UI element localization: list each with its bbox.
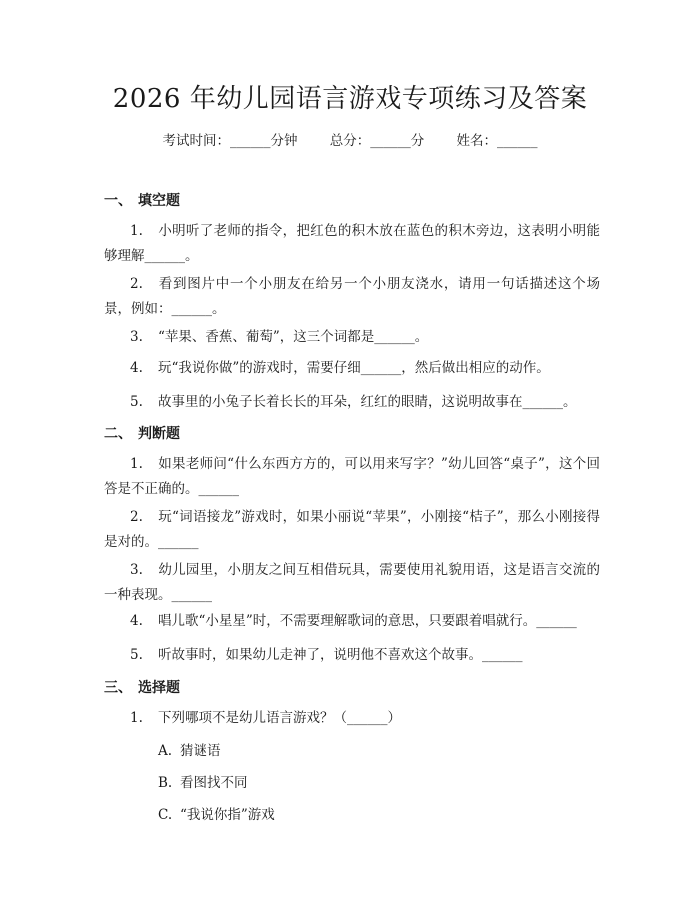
question-number: 3. [130, 329, 143, 345]
exam-time-field: 考试时间：______分钟 [162, 133, 298, 149]
question-text: 唱儿歌“小星星”时，不需要理解歌词的意思，只要跟着唱就行。______ [158, 613, 577, 629]
exam-name-field: 姓名：______ [456, 133, 538, 149]
question-text: 下列哪项不是幼儿语言游戏？（______） [158, 710, 401, 726]
question-item [104, 219, 600, 269]
question-text: “苹果、香蕉、葡萄”，这三个词都是______。 [158, 329, 429, 345]
exam-info-line [0, 132, 700, 150]
option-letter: B. [158, 775, 173, 791]
question-text: 小明听了老师的指令，把红色的积木放在蓝色的积木旁边，这表明小明能够理解______。 [104, 223, 600, 264]
question-item [104, 356, 600, 381]
option-letter: A. [158, 743, 173, 759]
question-text: 如果老师问“什么东西方方的，可以用来写字？”幼儿回答“桌子”，这个回答是不正确的。______ [104, 456, 600, 497]
question-number: 3. [130, 562, 143, 578]
section-number: 二、 [104, 426, 132, 442]
question-number: 1. [130, 710, 143, 726]
question-item [104, 643, 600, 668]
section-heading-fill-blank [104, 191, 180, 211]
question-number: 5. [130, 394, 143, 410]
question-item [104, 706, 600, 731]
question-text: 听故事时，如果幼儿走神了，说明他不喜欢这个故事。______ [158, 647, 523, 663]
option-letter: C. [158, 807, 173, 823]
question-number: 2. [130, 509, 143, 525]
page-title: 2026 年幼儿园语言游戏专项练习及答案 [112, 84, 588, 114]
section-number: 一、 [104, 193, 132, 209]
question-number: 4. [130, 360, 143, 376]
question-text: 玩“词语接龙”游戏时，如果小丽说“苹果”，小刚接“桔子”，那么小刚接得是对的。______ [104, 509, 600, 550]
question-number: 2. [130, 276, 143, 292]
section-title: 判断题 [138, 426, 180, 442]
question-number: 4. [130, 613, 143, 629]
choice-option-a [158, 741, 221, 761]
section-title: 选择题 [138, 680, 180, 696]
question-number: 1. [130, 456, 143, 472]
section-title: 填空题 [138, 193, 180, 209]
question-item [104, 609, 600, 634]
section-heading-multiple-choice [104, 678, 180, 698]
question-number: 1. [130, 223, 143, 239]
question-item [104, 272, 600, 322]
question-text: 故事里的小兔子长着长长的耳朵，红红的眼睛，这说明故事在______。 [158, 394, 577, 410]
section-heading-true-false [104, 424, 180, 444]
question-text: 幼儿园里，小朋友之间互相借玩具，需要使用礼貌用语，这是语言交流的一种表现。______ [104, 562, 600, 603]
choice-option-c [158, 805, 275, 825]
option-text: 看图找不同 [180, 775, 248, 791]
question-item [104, 325, 600, 350]
option-text: 猜谜语 [180, 743, 221, 759]
question-item [104, 558, 600, 608]
question-text: 看到图片中一个小朋友在给另一个小朋友浇水，请用一句话描述这个场景，例如：______。 [104, 276, 600, 317]
question-item [104, 390, 600, 415]
choice-option-b [158, 773, 248, 793]
section-number: 三、 [104, 680, 132, 696]
question-number: 5. [130, 647, 143, 663]
exam-score-field: 总分：______分 [329, 133, 425, 149]
question-item [104, 505, 600, 555]
question-item [104, 452, 600, 502]
option-text: “我说你指”游戏 [180, 807, 275, 823]
question-text: 玩“我说你做”的游戏时，需要仔细______，然后做出相应的动作。 [158, 360, 550, 376]
